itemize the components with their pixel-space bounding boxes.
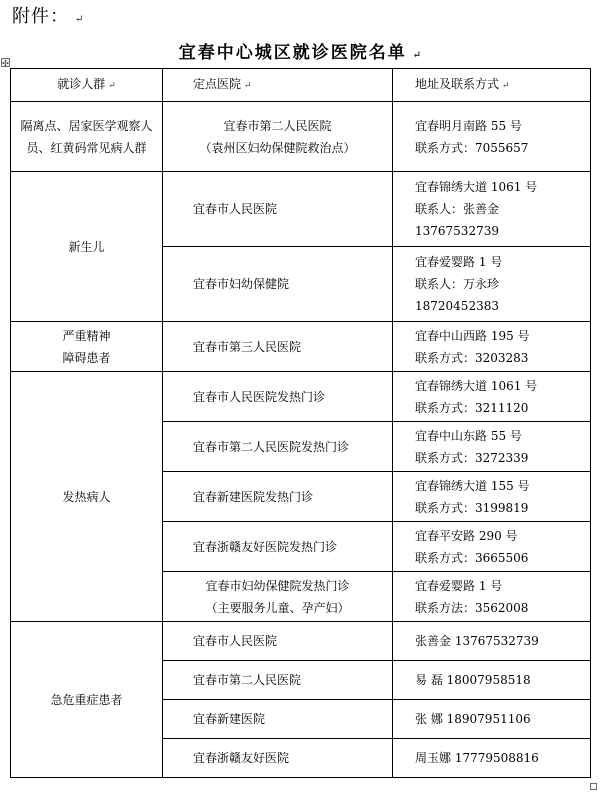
table-resize-handle[interactable] (590, 783, 597, 790)
address-cell[interactable]: 宜春锦绣大道 155 号 联系方式：3199819 (393, 472, 591, 522)
table-move-handle-icon[interactable]: ✣ (2, 59, 9, 68)
header-group[interactable]: 就诊人群 ↵ (11, 69, 163, 102)
group-cell-newborn[interactable]: 新生儿 (11, 172, 163, 322)
contact-cell[interactable]: 周玉娜 17779508816 (393, 739, 591, 778)
address-cell[interactable]: 宜春中山东路 55 号 联系方式：3272339 (393, 422, 591, 472)
hospital-cell[interactable]: 宜春市妇幼保健院 (163, 247, 393, 322)
table-row (11, 372, 591, 422)
address-cell[interactable]: 宜春中山西路 195 号 联系方式：3203283 (393, 322, 591, 372)
hospital-table (10, 68, 591, 778)
table-row (11, 322, 591, 372)
hospital-cell[interactable]: 宜春新建医院 (163, 700, 393, 739)
group-cell-fever[interactable]: 发热病人 (11, 372, 163, 622)
hospital-cell[interactable]: 宜春市第二人民医院 （袁州区妇幼保健院救治点） (163, 102, 393, 172)
hospital-cell[interactable]: 宜春市第二人民医院 (163, 661, 393, 700)
hospital-cell[interactable]: 宜春市人民医院 (163, 172, 393, 247)
table-row (11, 622, 591, 661)
hospital-cell[interactable]: 宜春浙赣友好医院 (163, 739, 393, 778)
address-cell[interactable]: 宜春爱婴路 1 号 联系方法：3562008 (393, 572, 591, 622)
group-cell-mental[interactable]: 严重精神 障碍患者 (11, 322, 163, 372)
hospital-cell[interactable]: 宜春市第二人民医院发热门诊 (163, 422, 393, 472)
address-cell[interactable]: 宜春明月南路 55 号 联系方式：7055657 (393, 102, 591, 172)
hospital-cell[interactable]: 宜春市第三人民医院 (163, 322, 393, 372)
group-cell-isolation[interactable]: 隔离点、居家医学观察人员、红黄码常见病人群 (11, 102, 163, 172)
header-hospital[interactable]: 定点医院 ↵ (163, 69, 393, 102)
attachment-label: 附件： ↵ (12, 6, 85, 27)
hospital-cell[interactable]: 宜春新建医院发热门诊 (163, 472, 393, 522)
paragraph-mark: ↵ (412, 50, 424, 61)
address-cell[interactable]: 宜春锦绣大道 1061 号 联系方式：3211120 (393, 372, 591, 422)
table-header-row (11, 69, 591, 102)
address-cell[interactable]: 宜春爱婴路 1 号 联系人：万永珍 18720452383 (393, 247, 591, 322)
hospital-cell[interactable]: 宜春市人民医院 (163, 622, 393, 661)
group-cell-critical[interactable]: 急危重症患者 (11, 622, 163, 778)
contact-cell[interactable]: 易 磊 18007958518 (393, 661, 591, 700)
address-cell[interactable]: 宜春平安路 290 号 联系方式：3665506 (393, 522, 591, 572)
table-row (11, 172, 591, 247)
contact-cell[interactable]: 张善金 13767532739 (393, 622, 591, 661)
hospital-cell[interactable]: 宜春市人民医院发热门诊 (163, 372, 393, 422)
hospital-cell[interactable]: 宜春市妇幼保健院发热门诊 （主要服务儿童、孕产妇） (163, 572, 393, 622)
contact-cell[interactable]: 张 娜 18907951106 (393, 700, 591, 739)
address-cell[interactable]: 宜春锦绣大道 1061 号 联系人：张善金 13767532739 (393, 172, 591, 247)
header-address[interactable]: 地址及联系方式 ↵ (393, 69, 591, 102)
hospital-cell[interactable]: 宜春浙赣友好医院发热门诊 (163, 522, 393, 572)
page-title: 宜春中心城区就诊医院名单 ↵ (178, 43, 424, 63)
paragraph-mark: ↵ (75, 14, 85, 25)
table-row (11, 102, 591, 172)
